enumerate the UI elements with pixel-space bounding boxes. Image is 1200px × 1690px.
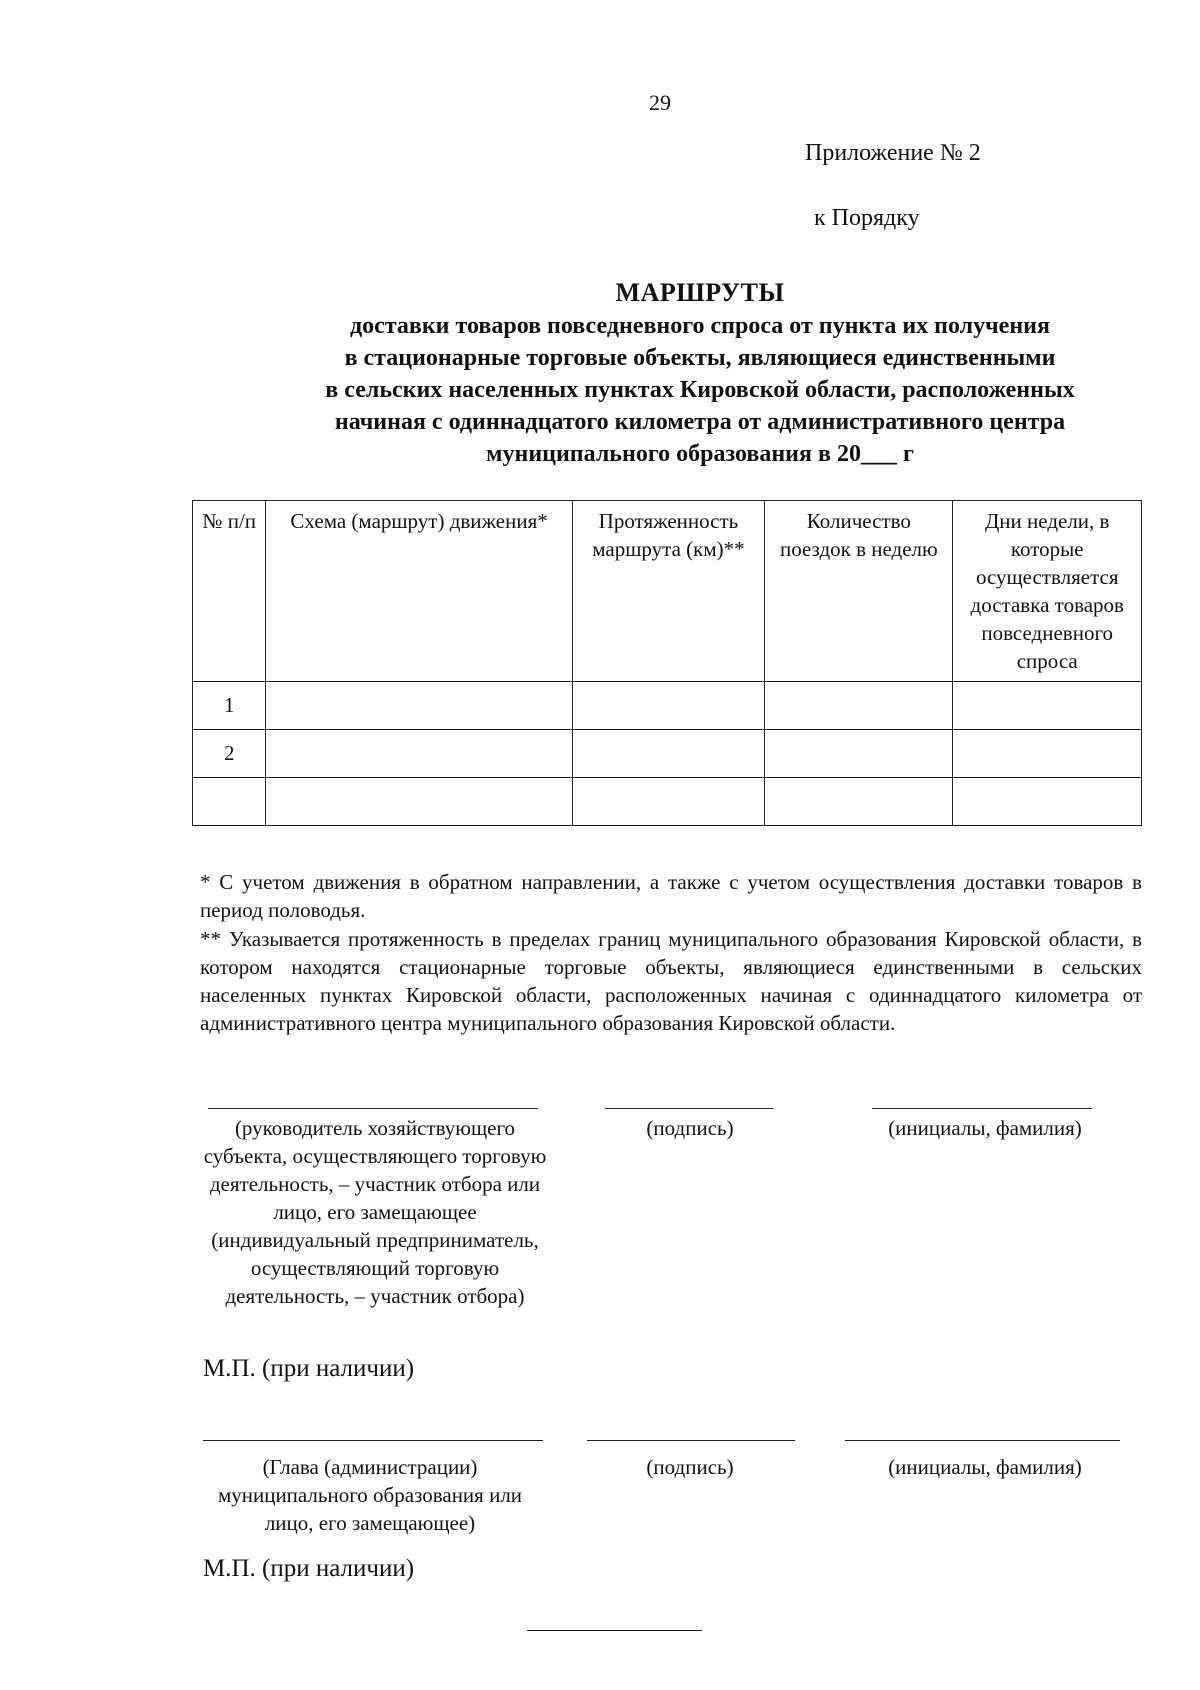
- document-title: МАРШРУТЫ: [615, 278, 785, 307]
- appendix-title: Приложение № 2: [805, 140, 981, 166]
- table-cell: [953, 730, 1142, 778]
- table-row: [193, 682, 1142, 730]
- head-role-label: (руководитель хозяйствующего субъекта, осуществляющего торговую деятельность, – участник отбора или лицо, его замещающее (индивидуальный предприниматель, осуществляющий торговую деятельность, – участник отбора): [203, 1116, 547, 1308]
- name-label: (инициалы, фамилия): [888, 1116, 1082, 1140]
- table-cell: [765, 682, 953, 730]
- table-cell: 1: [193, 682, 266, 730]
- header-number: № п/п: [193, 501, 266, 682]
- table-cell: [572, 730, 765, 778]
- table-header-row: [193, 501, 1142, 682]
- table-row: [193, 778, 1142, 826]
- routes-table: [192, 500, 1142, 826]
- subtitle-line: начиная с одиннадцатого километра от административного центра: [334, 409, 1066, 435]
- signature-label: (подпись): [646, 1116, 734, 1140]
- signature-line: [203, 1440, 543, 1441]
- table-cell: [572, 682, 765, 730]
- bottom-divider: [527, 1630, 702, 1631]
- signature-line: [605, 1108, 773, 1109]
- header-trips-per-week: Количество поездок в неделю: [765, 501, 953, 682]
- table-cell: [765, 778, 953, 826]
- table-cell: [765, 730, 953, 778]
- signature-label: (подпись): [646, 1455, 734, 1479]
- table-cell: [953, 778, 1142, 826]
- header-route-scheme: Схема (маршрут) движения*: [266, 501, 572, 682]
- appendix-subtitle: к Порядку: [814, 205, 920, 231]
- header-delivery-days: Дни недели, в которые осуществляется доставка товаров повседневного спроса: [953, 501, 1142, 682]
- subtitle-line: в сельских населенных пунктах Кировской области, расположенных: [325, 377, 1075, 403]
- municipal-head-role-label: (Глава (администрации) муниципального образования или лицо, его замещающее): [217, 1455, 523, 1535]
- table-cell: [572, 778, 765, 826]
- subtitle-line: в стационарные торговые объекты, являющиеся единственными: [344, 345, 1056, 371]
- page-number: 29: [649, 90, 671, 115]
- table-row: [193, 730, 1142, 778]
- table-cell: [266, 682, 572, 730]
- stamp-label: М.П. (при наличии): [203, 1355, 415, 1382]
- subtitle-line: муниципального образования в 20___ г: [486, 441, 914, 467]
- subtitle-line: доставки товаров повседневного спроса от пункта их получения: [350, 313, 1050, 339]
- footnote-2: ** Указывается протяженность в пределах границ муниципального образования Кировской области, в котором находятся стационарные торговые объекты, являющиеся единственными в сельских населенных пунктах Кировской области, расположенных начиная с одиннадцатого километра от административного центра муниципального образования Кировской области.: [200, 927, 1142, 1035]
- stamp-label: М.П. (при наличии): [203, 1555, 415, 1582]
- table-cell: [193, 778, 266, 826]
- table-cell: 2: [193, 730, 266, 778]
- signature-line: [872, 1108, 1092, 1109]
- signature-line: [208, 1108, 538, 1109]
- table-cell: [266, 778, 572, 826]
- table-cell: [953, 682, 1142, 730]
- name-label: (инициалы, фамилия): [888, 1455, 1082, 1479]
- signature-line: [845, 1440, 1120, 1441]
- signature-line: [587, 1440, 795, 1441]
- footnote-1: * С учетом движения в обратном направлении, а также с учетом осуществления доставки товаров в период половодья.: [200, 870, 1142, 922]
- table-cell: [266, 730, 572, 778]
- document-subtitle: [200, 310, 1200, 470]
- header-route-length: Протяженность маршрута (км)**: [572, 501, 765, 682]
